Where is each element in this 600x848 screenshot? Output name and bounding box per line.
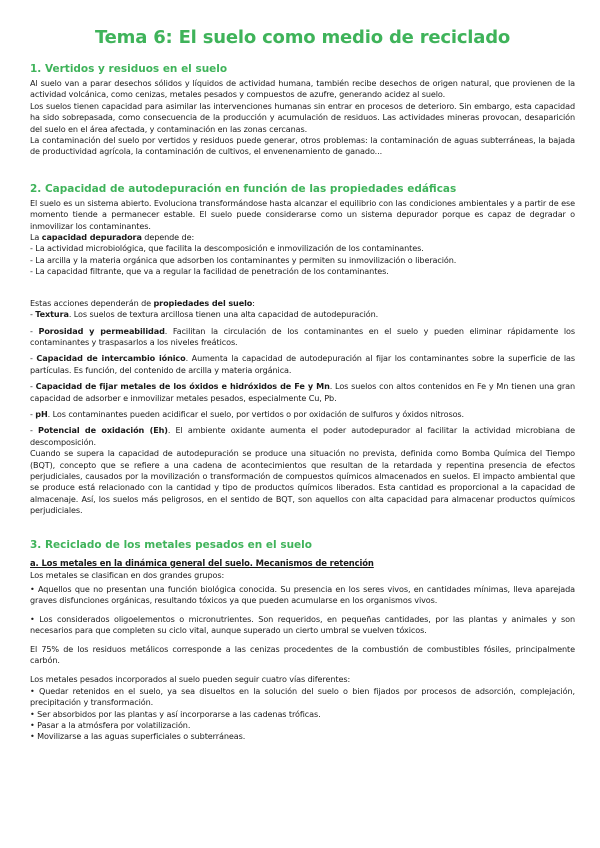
- group-item: • Aquellos que no presentan una función biológica conocida. Su presencia en los seres vivos, en cantidades mínimas, lleva aparejada graves disfunciones orgánicas, resultando tóxicos ya que pueden acumularse en los organismos vivos.: [30, 584, 575, 606]
- property-term: Potencial de oxidación (Eh): [37, 425, 168, 436]
- depuradora-intro: [30, 232, 575, 243]
- property-item: [30, 425, 575, 448]
- property-text: . Los suelos con altos contenidos en Fe y Mn tienen una gran capacidad de adsorber e inmovilizar metales pesados, especialmente Cu, Pb.: [30, 381, 575, 403]
- section-2: [30, 183, 575, 517]
- paragraph: Los suelos tienen capacidad para asimilar las intervenciones humanas sin entrar en procesos de deterioro. Sin embargo, esta capacidad ha sido sobrepasada, como consecuencia de la producción y acumulación de residuos. Las actividades mineras provocan, desaparición del suelo en el área afectada, y contaminación en las zonas cercanas.: [30, 100, 575, 134]
- property-term: pH: [35, 408, 48, 419]
- property-term: Capacidad de intercambio iónico: [36, 353, 186, 364]
- paragraph: Al suelo van a parar desechos sólidos y líquidos de actividad humana, también recibe desechos de origen natural, que provienen de la actividad volcánica, como cenizas, metales pesados y compuestos de azufre, generando acidez al suelo.: [30, 78, 575, 100]
- property-term: Textura: [35, 309, 69, 320]
- text: :: [252, 297, 255, 308]
- section-2-heading: 2. Capacidad de autodepuración en función de las propiedades edáficas: [30, 182, 457, 195]
- property-item: [30, 381, 575, 404]
- section-1: [30, 63, 575, 158]
- property-text: . Aumenta la capacidad de autodepuración al fijar los contaminantes sobre la superficie de las partículas. Es función, del contenido de arcilla y materia orgánica.: [30, 353, 575, 375]
- property-text: . El ambiente oxidante aumenta el poder autodepurador al facilitar la actividad microbiana de descomposición.: [30, 425, 575, 447]
- list-item: - La arcilla y la materia orgánica que adsorben los contaminantes y permiten su inmovilización o liberación.: [30, 254, 457, 265]
- list-item: - La actividad microbiológica, que facilita la descomposición e inmovilización de los contaminantes.: [30, 243, 424, 254]
- section-3-heading: 3. Reciclado de los metales pesados en el suelo: [30, 538, 312, 551]
- text: -: [30, 381, 36, 392]
- bold-term: capacidad depuradora: [41, 232, 142, 243]
- property-term: Porosidad y permeabilidad: [38, 325, 165, 336]
- list-item: • Quedar retenidos en el suelo, ya sea disueltos en la solución del suelo o bien fijados por procesos de adsorción, complejación, precipitación y transformación.: [30, 685, 575, 708]
- text: -: [30, 309, 36, 320]
- text: depende de:: [141, 232, 195, 243]
- property-text: . Facilitan la circulación de los contaminantes en el suelo y pueden eliminar rápidamente los contaminantes y traspasarlos a los niveles freáticos.: [30, 325, 575, 347]
- paragraph: El 75% de los residuos metálicos corresponde a las cenizas procedentes de la combustión de combustibles fósiles, principalmente carbón.: [30, 643, 575, 666]
- subsection-heading: a. Los metales en la dinámica general del suelo. Mecanismos de retención: [30, 557, 374, 568]
- section-1-heading: 1. Vertidos y residuos en el suelo: [30, 63, 228, 75]
- paragraph: La contaminación del suelo por vertidos y residuos puede generar, otros problemas: la contaminación de aguas subterráneas, la bajada de productividad agrícola, la contaminación de cultivos, el envenenamiento de ganado...: [30, 135, 575, 157]
- property-term: Capacidad de fijar metales de los óxidos e hidróxidos de Fe y Mn: [35, 381, 330, 392]
- property-item: [30, 353, 575, 376]
- paragraph: El suelo es un sistema abierto. Evoluciona transformándose hasta alcanzar el equilibrio con las condiciones ambientales y a partir de ese momento tiende a permanecer estable. El suelo puede considerarse como un sistema depurador porque es capaz de degradar o inmovilizar los contaminantes.: [30, 197, 575, 231]
- text: -: [30, 408, 36, 419]
- property-text: . Los contaminantes pueden acidificar el suelo, por vertidos o por oxidación de sulfuros y óxidos nitrosos.: [47, 408, 465, 419]
- property-text: . Los suelos de textura arcillosa tienen una alta capacidad de autodepuración.: [68, 309, 379, 320]
- bold-term: propiedades del suelo: [153, 297, 253, 308]
- paragraph: Cuando se supera la capacidad de autodepuración se produce una situación no prevista, definida como Bomba Química del Tiempo (BQT), concepto que se refiere a una cadena de acontecimientos que resultan de la retardada y repentina presencia de efectos perjudiciales, causados por la movilización o transformación de compuestos químicos almacenados en suelos. El impacto ambiental que se produce está relacionado con la cantidad y tipo de productos químicos liberados. Esta cantidad es proporcional a la capacidad de almacenaje. Así, los suelos más peligrosos, en el sentido de BQT, son aquellos con alta capacidad para almacenar productos químicos perjudiciales.: [30, 448, 575, 516]
- property-item: [30, 409, 575, 420]
- text: -: [30, 353, 37, 364]
- section-3: [30, 539, 575, 743]
- text: Estas acciones dependerán de: [30, 297, 154, 308]
- list-item: • Ser absorbidos por las plantas y así incorporarse a las cadenas tróficas.: [30, 708, 321, 719]
- paragraph: Los metales pesados incorporados al suelo pueden seguir cuatro vías diferentes:: [30, 674, 351, 685]
- list-item: • Movilizarse a las aguas superficiales o subterráneas.: [30, 731, 246, 742]
- text: La: [30, 232, 42, 243]
- property-item: [30, 309, 575, 320]
- paragraph: Los metales se clasifican en dos grandes grupos:: [30, 569, 225, 580]
- list-item: - La capacidad filtrante, que va a regular la facilidad de penetración de los contaminantes.: [30, 266, 389, 277]
- text: -: [30, 325, 39, 336]
- list-item: • Pasar a la atmósfera por volatilización.: [30, 720, 191, 731]
- group-item: • Los considerados oligoelementos o micronutrientes. Son requeridos, en pequeñas cantidades, por las plantas y animales y son necesarios para que completen su ciclo vital, aunque superado un cierto umbral se vuelven tóxicos.: [30, 613, 575, 636]
- properties-intro: [30, 298, 575, 309]
- text: -: [30, 425, 38, 436]
- page-title: Tema 6: El suelo como medio de reciclado: [94, 27, 511, 48]
- property-item: [30, 326, 575, 349]
